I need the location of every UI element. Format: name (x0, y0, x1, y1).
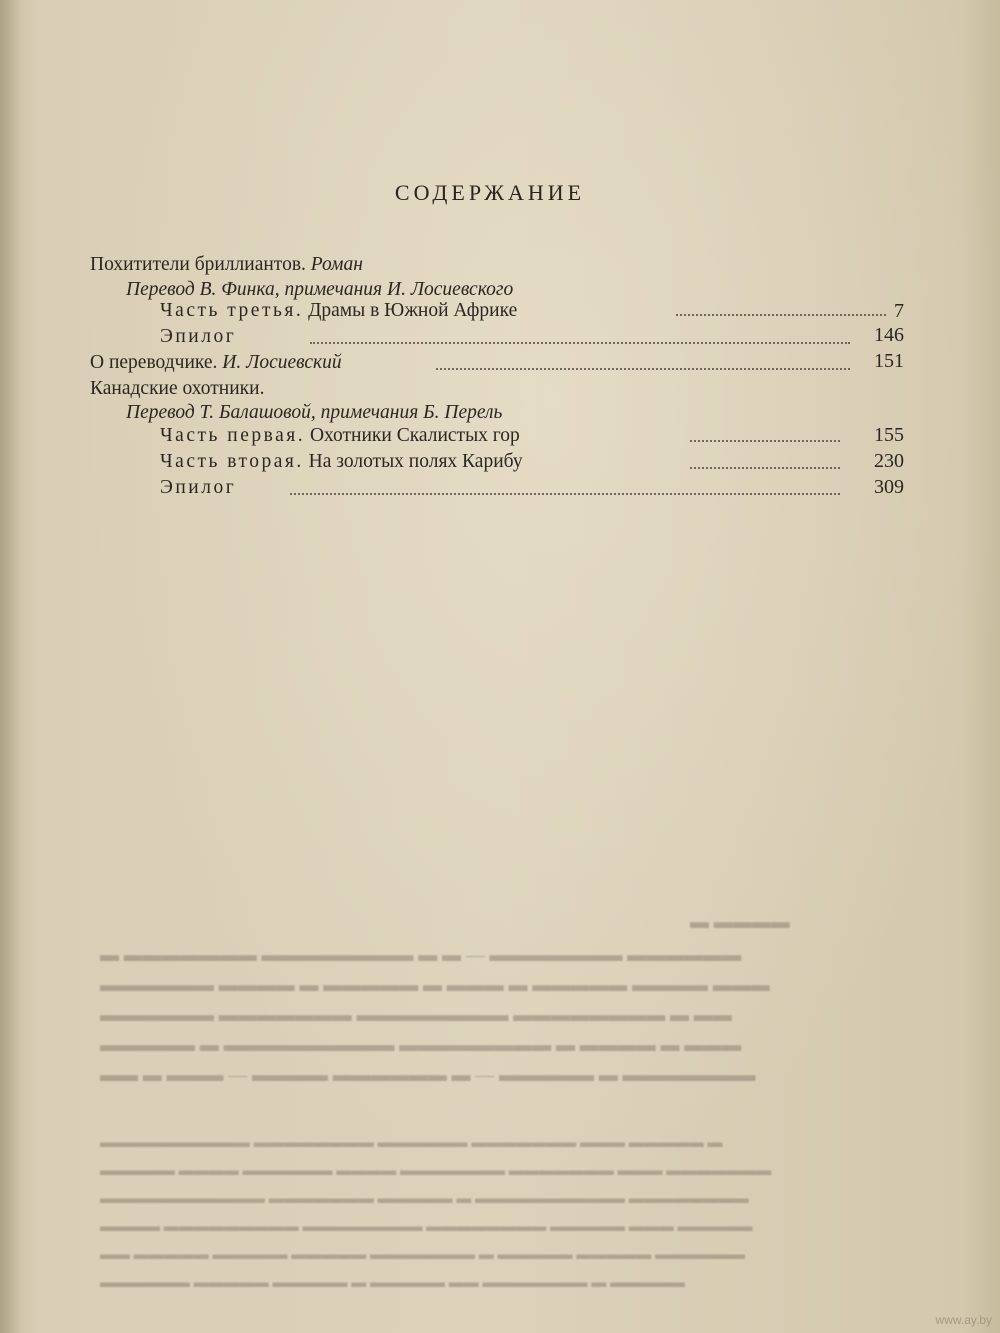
entry-credit: Перевод Т. Балашовой, примечания Б. Перель (126, 402, 503, 423)
bleed-through-text: ▬▬▬▬▬ ▬ ▬▬▬▬▬▬▬ ▬▬ ▬▬▬▬▬ ▬ ▬▬▬▬▬ ▬▬▬▬▬ ▬▬▬▬▬▬ (100, 1275, 685, 1291)
dot-leader (290, 491, 840, 495)
toc-entry-novel-2 (90, 378, 264, 400)
page-title: СОДЕРЖАНИЕ (394, 180, 586, 205)
bleed-through-text: ▬▬▬▬▬ ▬▬▬ ▬▬▬▬▬ ▬▬▬▬▬▬▬▬ ▬▬▬▬▬▬▬▬ ▬▬▬▬▬▬▬▬▬ ▬▬▬▬ (100, 1219, 753, 1235)
toc-entry-part-three (160, 300, 517, 322)
entry-part-label: Эпилог (160, 326, 237, 347)
bleed-through-text: ▬▬ ▬ ▬▬▬▬▬▬▬▬ ▬▬▬▬▬▬▬▬ ▬▬▬▬▬▬▬ ▬▬▬▬▬▬ (100, 1005, 732, 1026)
entry-credit: Перевод В. Финка, примечания И. Лосиевского (126, 279, 514, 300)
bleed-through-text: ▬ ▬▬▬▬▬ ▬▬▬ ▬▬▬▬▬▬▬ ▬▬▬▬▬▬ ▬▬▬▬▬▬▬▬ ▬▬▬▬▬▬▬▬▬▬ (100, 1135, 723, 1151)
bleed-through-text: ▬▬▬▬▬▬▬ ▬▬▬ ▬▬▬▬▬▬▬ ▬▬▬▬▬▬▬ ▬▬▬▬ ▬▬▬▬▬▬ ▬▬▬▬ ▬▬▬▬▬ (100, 1163, 772, 1179)
page-number: 309 (874, 476, 904, 498)
dot-leader (436, 366, 850, 370)
toc-entry-part-one (160, 425, 520, 447)
entry-title: Похитители бриллиантов. (90, 254, 311, 275)
entry-part-title: На золотых полях Карибу (303, 451, 523, 472)
watermark: www.ay.by (935, 1313, 992, 1327)
bleed-through-text: ▬▬▬▬ ▬ (690, 912, 790, 933)
entry-part-title: Охотники Скалистых гор (305, 425, 520, 446)
bleed-through-text: ▬▬▬ ▬ ▬▬▬▬ ▬ ▬▬▬▬▬▬▬▬ ▬▬▬▬▬▬▬▬▬ ▬ ▬▬▬▬▬ (100, 1035, 742, 1056)
dot-leader (676, 312, 886, 316)
toc-entry-part-two (160, 451, 523, 473)
page-number: 155 (874, 424, 904, 446)
dot-leader (310, 340, 850, 344)
entry-part-label: Часть третья. (160, 300, 304, 321)
entry-title: О переводчике. (90, 352, 223, 373)
page-number: 230 (874, 450, 904, 472)
entry-part-label: Часть первая. (160, 425, 306, 446)
entry-genre: Роман (310, 254, 363, 275)
entry-part-title: Драмы в Южной Африке (303, 300, 518, 321)
page-number: 146 (874, 324, 904, 346)
toc-entry-translation-credit-1 (126, 279, 513, 301)
entry-part-label: Эпилог (160, 477, 237, 498)
page-number: 7 (894, 300, 904, 322)
bleed-through-text: ▬▬▬▬▬▬ ▬▬▬▬▬ ▬▬▬▬▬ ▬ ▬▬▬▬▬▬▬ ▬▬▬▬▬ ▬▬▬▬▬ ▬▬▬▬▬ ▬▬ (100, 1247, 745, 1263)
dot-leader (690, 438, 840, 442)
dot-leader (690, 465, 840, 469)
toc-entry-epilogue-1 (160, 326, 236, 348)
toc-entry-novel-1 (90, 254, 363, 276)
toc-entry-translation-credit-2 (126, 402, 502, 424)
toc-entry-epilogue-2 (160, 477, 236, 499)
bleed-through-text: ▬▬▬▬▬▬ ▬▬▬▬▬▬▬ — ▬ ▬ ▬▬▬▬▬▬▬▬ ▬▬▬▬▬▬▬ ▬ (100, 945, 742, 966)
toc-entry-translator-note (90, 352, 342, 374)
bleed-through-text: ▬▬▬▬▬▬▬ ▬ ▬▬▬▬▬ — ▬ ▬▬▬▬▬▬ ▬▬▬▬ — ▬▬▬ ▬ ▬▬ (100, 1065, 756, 1086)
bleed-through-text: ▬▬▬▬▬▬▬▬ ▬▬▬▬▬▬▬▬▬▬ ▬ ▬▬▬▬▬ ▬▬▬▬▬▬▬ ▬▬▬▬▬▬▬▬▬▬▬ (100, 1191, 749, 1207)
bleed-through-text: ▬▬▬ ▬▬▬▬ ▬▬▬▬▬ ▬ ▬▬▬ ▬ ▬▬▬▬▬ ▬ ▬▬▬▬ ▬▬▬▬▬▬ (100, 975, 770, 996)
entry-part-label: Часть вторая. (160, 451, 304, 472)
page-number: 151 (874, 350, 904, 372)
entry-title: Канадские охотники. (90, 378, 265, 399)
entry-author: И. Лосиевский (222, 352, 342, 373)
